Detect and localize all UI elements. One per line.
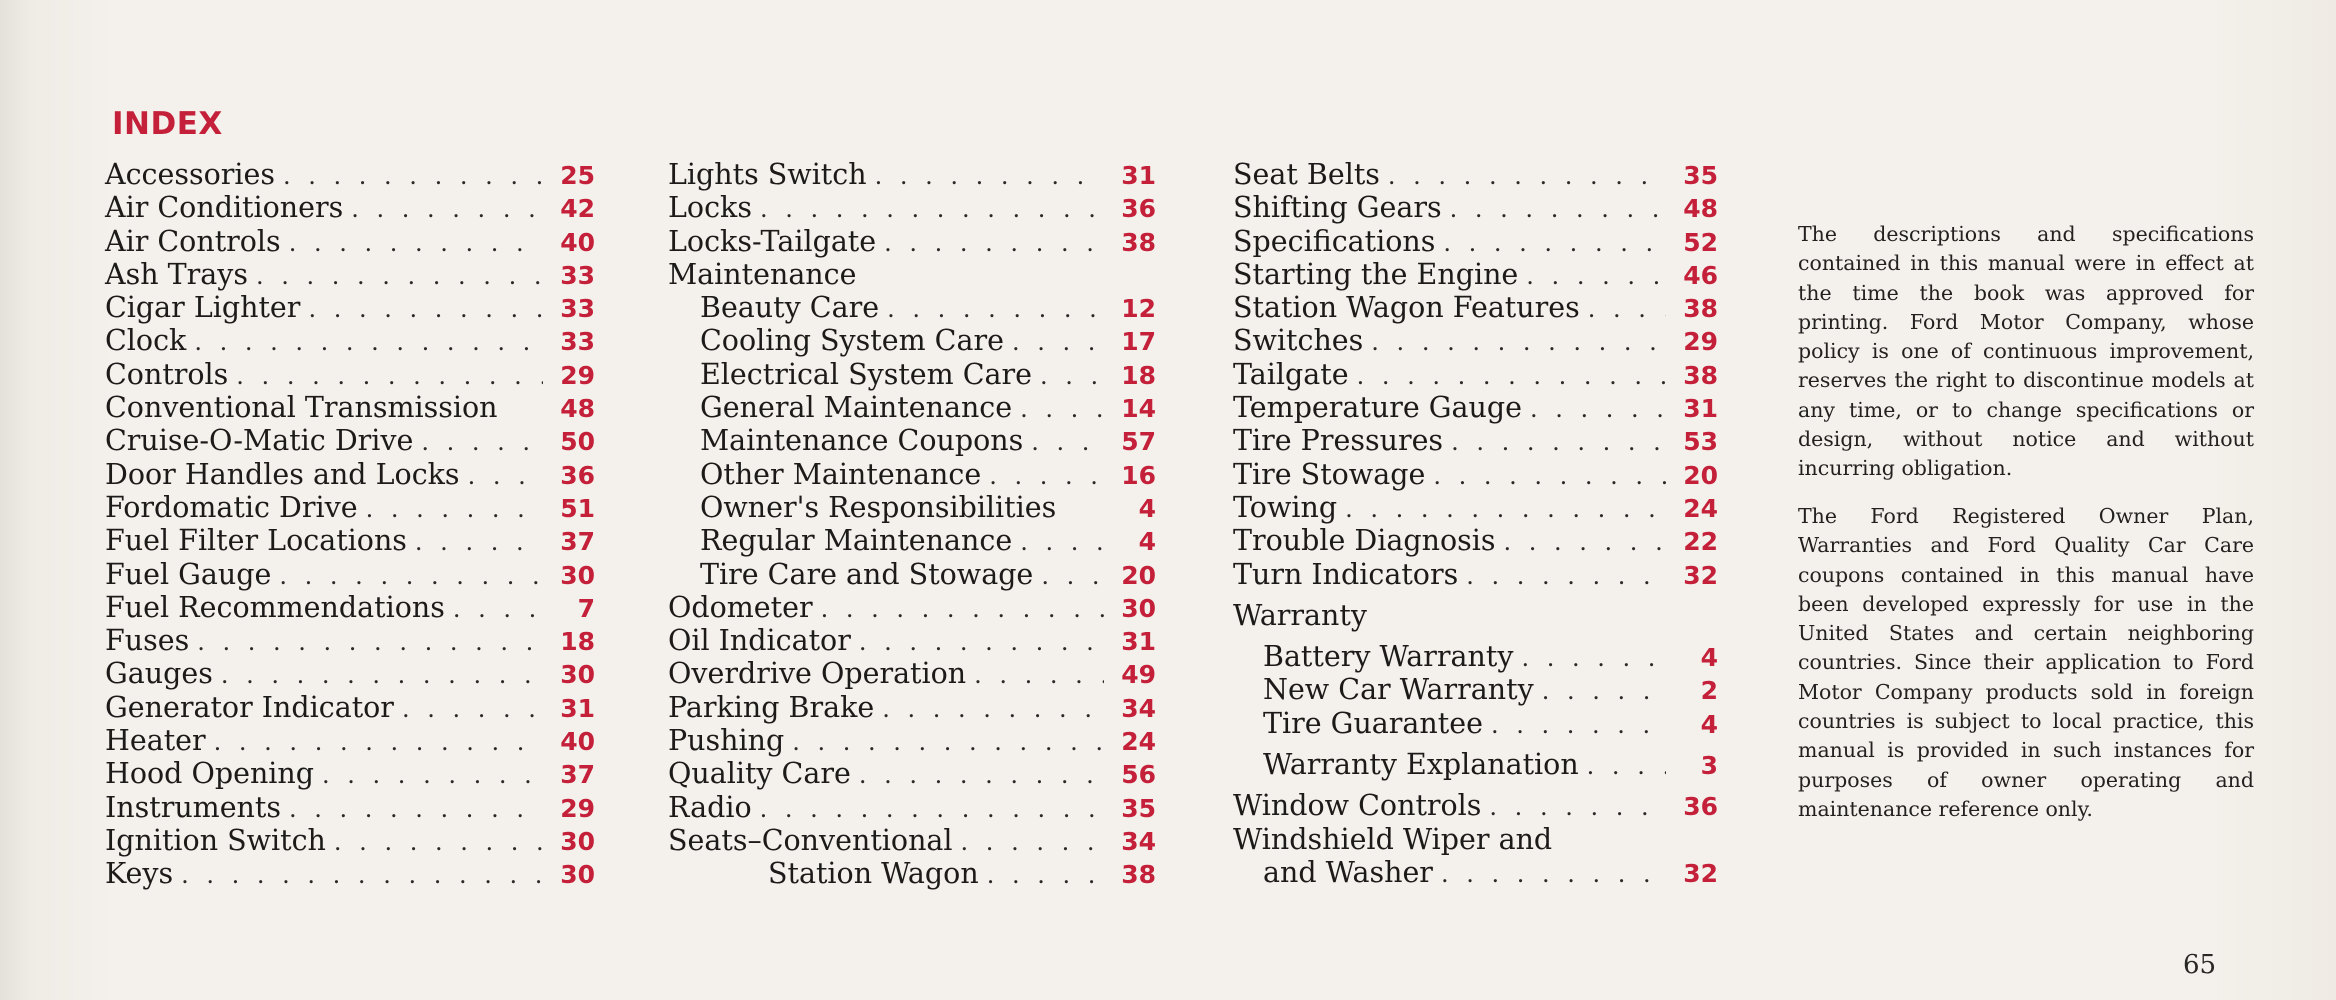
entry-page: 35 bbox=[1683, 161, 1718, 190]
entry-label: Shifting Gears bbox=[1233, 191, 1442, 225]
entry-label: Door Handles and Locks bbox=[105, 457, 460, 491]
index-entry bbox=[1233, 391, 1718, 424]
entry-label: Trouble Diagnosis bbox=[1233, 524, 1496, 558]
index-entry bbox=[1233, 524, 1718, 557]
entry-page: 20 bbox=[1683, 460, 1718, 490]
index-entry bbox=[668, 724, 1156, 757]
dot-leader bbox=[289, 795, 543, 823]
entry-page: 38 bbox=[1121, 227, 1156, 257]
entry-page: 35 bbox=[1121, 793, 1156, 823]
index-entry bbox=[105, 491, 595, 524]
entry-page: 51 bbox=[560, 493, 595, 523]
entry-page: 48 bbox=[560, 394, 595, 424]
entry-label: Radio bbox=[668, 790, 752, 824]
entry-label: Station Wagon bbox=[768, 857, 979, 891]
dot-leader bbox=[366, 495, 543, 523]
entry-label: Overdrive Operation bbox=[668, 657, 967, 691]
index-entry bbox=[1233, 158, 1718, 191]
index-entry bbox=[1233, 458, 1718, 491]
index-entry bbox=[105, 358, 595, 391]
entry-label: Fordomatic Drive bbox=[105, 490, 358, 524]
dot-leader bbox=[859, 761, 1104, 789]
entry-page: 38 bbox=[1683, 360, 1718, 390]
entry-label: Locks-Tailgate bbox=[668, 224, 877, 258]
entry-page: 49 bbox=[1121, 660, 1156, 690]
dot-leader bbox=[821, 595, 1104, 623]
entry-label: Regular Maintenance bbox=[700, 524, 1013, 558]
index-subentry bbox=[668, 558, 1156, 591]
entry-page: 30 bbox=[560, 660, 595, 690]
entry-page: 14 bbox=[1121, 394, 1156, 424]
dot-leader bbox=[236, 362, 543, 390]
dot-leader bbox=[402, 695, 543, 723]
dot-leader bbox=[1345, 495, 1666, 523]
entry-page: 4 bbox=[1138, 527, 1156, 557]
entry-label: Tire Guarantee bbox=[1263, 706, 1483, 740]
dot-leader bbox=[1041, 562, 1104, 590]
index-entry bbox=[668, 225, 1156, 258]
index-entry bbox=[105, 558, 595, 591]
disclaimer-paragraph: The descriptions and specifications contained in this manual were in effect at the time the book was approved for printing. Ford Motor Company, whose policy is one of continuous improvement, reserves the right to discontinue models at any time, or to change specifications or design, without notice and without incurring obligation. bbox=[1798, 222, 2254, 481]
dot-leader bbox=[884, 229, 1104, 257]
entry-label: Electrical System Care bbox=[700, 357, 1033, 391]
entry-page: 33 bbox=[560, 294, 595, 324]
entry-page: 53 bbox=[1683, 427, 1718, 457]
entry-label: Warranty bbox=[1233, 598, 1367, 632]
dot-leader bbox=[989, 462, 1104, 490]
entry-page: 57 bbox=[1121, 427, 1156, 457]
entry-label: Keys bbox=[105, 857, 174, 891]
entry-label: New Car Warranty bbox=[1263, 673, 1534, 707]
entry-label: Beauty Care bbox=[700, 291, 880, 325]
dot-leader bbox=[1357, 362, 1666, 390]
entry-label: General Maintenance bbox=[700, 391, 1013, 425]
index-entry bbox=[668, 158, 1156, 191]
entry-page: 22 bbox=[1683, 527, 1718, 557]
dot-leader bbox=[1521, 644, 1666, 672]
entry-page: 38 bbox=[1121, 860, 1156, 890]
entry-label: Tire Care and Stowage bbox=[700, 557, 1034, 591]
entry-label: Seats–Conventional bbox=[668, 823, 953, 857]
entry-page: 30 bbox=[560, 560, 595, 590]
spacer bbox=[1233, 740, 1718, 748]
dot-leader bbox=[1433, 462, 1666, 490]
entry-label: Oil Indicator bbox=[668, 624, 851, 658]
index-column-3 bbox=[1233, 158, 1718, 889]
dot-leader bbox=[882, 695, 1104, 723]
index-entry bbox=[1233, 558, 1718, 591]
entry-label: Instruments bbox=[105, 790, 281, 824]
index-entry bbox=[105, 724, 595, 757]
dot-leader bbox=[1443, 229, 1666, 257]
index-subentry bbox=[1233, 707, 1718, 740]
entry-page: 29 bbox=[560, 360, 595, 390]
dot-leader bbox=[1031, 428, 1104, 456]
index-entry bbox=[1233, 291, 1718, 324]
entry-label: Other Maintenance bbox=[700, 457, 982, 491]
dot-leader bbox=[279, 562, 543, 590]
entry-label: Odometer bbox=[668, 590, 813, 624]
dot-leader bbox=[760, 795, 1104, 823]
dot-leader bbox=[415, 528, 543, 556]
dot-leader bbox=[1489, 793, 1666, 821]
entry-page: 4 bbox=[1700, 709, 1718, 739]
entry-label: Heater bbox=[105, 724, 206, 758]
entry-page: 40 bbox=[560, 727, 595, 757]
dot-leader bbox=[987, 861, 1104, 889]
dot-leader bbox=[859, 628, 1104, 656]
index-entry bbox=[105, 591, 595, 624]
entry-page: 50 bbox=[560, 427, 595, 457]
entry-label: Station Wagon Features bbox=[1233, 291, 1580, 325]
index-entry bbox=[105, 657, 595, 690]
entry-label: Lights Switch bbox=[668, 158, 867, 191]
index-subentry bbox=[668, 391, 1156, 424]
dot-leader bbox=[283, 162, 543, 190]
entry-page: 2 bbox=[1700, 676, 1718, 706]
entry-label: Temperature Gauge bbox=[1233, 391, 1522, 425]
index-subentry bbox=[668, 458, 1156, 491]
page-number: 65 bbox=[2183, 950, 2217, 980]
spacer bbox=[1233, 781, 1718, 789]
entry-label: Starting the Engine bbox=[1233, 257, 1519, 291]
entry-label: Gauges bbox=[105, 657, 213, 691]
entry-page: 29 bbox=[1683, 327, 1718, 357]
dot-leader bbox=[181, 861, 543, 889]
entry-page: 17 bbox=[1121, 327, 1156, 357]
index-entry bbox=[105, 258, 595, 291]
index-entry bbox=[668, 657, 1156, 690]
dot-leader bbox=[351, 195, 543, 223]
index-title: INDEX bbox=[112, 106, 223, 142]
entry-page: 31 bbox=[1121, 161, 1156, 190]
dot-leader bbox=[1450, 195, 1666, 223]
index-entry bbox=[105, 324, 595, 357]
entry-page: 37 bbox=[560, 760, 595, 790]
entry-label: Accessories bbox=[105, 158, 276, 191]
spacer bbox=[1233, 632, 1718, 640]
entry-label: Maintenance Coupons bbox=[700, 424, 1024, 458]
index-entry bbox=[105, 524, 595, 557]
spacer bbox=[1233, 591, 1718, 599]
index-entry bbox=[1233, 225, 1718, 258]
entry-label: Fuel Filter Locations bbox=[105, 524, 407, 558]
dot-leader bbox=[1388, 162, 1666, 190]
index-entry bbox=[668, 691, 1156, 724]
entry-page: 30 bbox=[560, 860, 595, 890]
dot-leader bbox=[1588, 295, 1666, 323]
index-entry bbox=[1233, 789, 1718, 822]
entry-label: Battery Warranty bbox=[1263, 640, 1514, 674]
entry-page: 56 bbox=[1121, 760, 1156, 790]
index-subentry bbox=[668, 524, 1156, 557]
dot-leader bbox=[974, 661, 1104, 689]
dot-leader bbox=[1040, 362, 1104, 390]
dot-leader bbox=[308, 295, 543, 323]
entry-page: 34 bbox=[1121, 693, 1156, 723]
dot-leader bbox=[1587, 752, 1666, 780]
entry-label: Maintenance bbox=[668, 257, 857, 291]
entry-page: 16 bbox=[1121, 460, 1156, 490]
entry-page: 52 bbox=[1683, 227, 1718, 257]
entry-page: 20 bbox=[1121, 560, 1156, 590]
entry-label: Fuses bbox=[105, 624, 190, 658]
dot-leader bbox=[1451, 428, 1666, 456]
entry-label: Cooling System Care bbox=[700, 324, 1004, 358]
entry-label: and Washer bbox=[1263, 855, 1433, 889]
index-entry bbox=[668, 191, 1156, 224]
entry-page: 31 bbox=[1121, 627, 1156, 657]
index-entry bbox=[668, 824, 1156, 857]
entry-label: Owner's Responsibilities bbox=[700, 490, 1057, 524]
entry-label: Specifications bbox=[1233, 224, 1436, 258]
entry-label: Cigar Lighter bbox=[105, 291, 301, 325]
index-heading bbox=[668, 258, 1156, 291]
index-entry bbox=[105, 691, 595, 724]
index-entry bbox=[1233, 424, 1718, 457]
dot-leader bbox=[1504, 528, 1666, 556]
index-entry bbox=[105, 291, 595, 324]
index-heading bbox=[1233, 823, 1718, 856]
entry-page: 32 bbox=[1683, 560, 1718, 590]
entry-label: Towing bbox=[1233, 490, 1338, 524]
entry-label: Turn Indicators bbox=[1233, 557, 1459, 591]
dot-leader bbox=[322, 761, 543, 789]
index-entry bbox=[105, 158, 595, 191]
dot-leader bbox=[221, 661, 543, 689]
index-subentry bbox=[1233, 640, 1718, 673]
index-entry bbox=[1233, 191, 1718, 224]
index-subentry bbox=[1233, 856, 1718, 889]
entry-page: 37 bbox=[560, 527, 595, 557]
index-entry bbox=[1233, 324, 1718, 357]
dot-leader bbox=[1530, 395, 1666, 423]
entry-page: 18 bbox=[560, 627, 595, 657]
entry-page: 40 bbox=[560, 227, 595, 257]
index-subentry bbox=[668, 857, 1156, 890]
entry-label: Hood Opening bbox=[105, 757, 315, 791]
entry-label: Ash Trays bbox=[105, 257, 248, 291]
entry-page: 12 bbox=[1121, 294, 1156, 324]
warranty-note-paragraph: The Ford Registered Owner Plan, Warranties and Ford Quality Car Care coupons contained in this manual have been developed expressly for use in the United States and certain neighboring countries. Since their application to Ford Motor Company products sold in foreign countries is subject to local practice, this manual is provided in such instances for purposes of owner operating and maintenance reference only. bbox=[1798, 504, 2254, 821]
dot-leader bbox=[1441, 860, 1666, 888]
entry-label: Fuel Gauge bbox=[105, 557, 272, 591]
dot-leader bbox=[875, 162, 1104, 190]
entry-label: Window Controls bbox=[1233, 789, 1482, 823]
dot-leader bbox=[1371, 328, 1666, 356]
entry-label: Switches bbox=[1233, 324, 1364, 358]
index-entry bbox=[105, 857, 595, 890]
entry-label: Warranty Explanation bbox=[1263, 748, 1579, 782]
index-heading bbox=[1233, 599, 1718, 632]
entry-label: Air Controls bbox=[105, 224, 281, 258]
entry-page: 33 bbox=[560, 327, 595, 357]
index-subentry bbox=[668, 358, 1156, 391]
entry-label: Tire Stowage bbox=[1233, 457, 1426, 491]
entry-page: 24 bbox=[1121, 727, 1156, 757]
entry-page: 4 bbox=[1138, 493, 1156, 523]
dot-leader bbox=[792, 728, 1104, 756]
entry-page: 25 bbox=[560, 161, 595, 190]
dot-leader bbox=[961, 828, 1104, 856]
entry-page: 29 bbox=[560, 793, 595, 823]
dot-leader bbox=[468, 462, 543, 490]
dot-leader bbox=[194, 328, 543, 356]
entry-page: 31 bbox=[1683, 394, 1718, 424]
dot-leader bbox=[1020, 395, 1104, 423]
entry-page: 46 bbox=[1683, 260, 1718, 290]
entry-label: Windshield Wiper and bbox=[1233, 822, 1553, 856]
index-entry bbox=[668, 791, 1156, 824]
index-entry bbox=[105, 757, 595, 790]
index-entry bbox=[1233, 491, 1718, 524]
entry-page: 34 bbox=[1121, 826, 1156, 856]
entry-page: 42 bbox=[560, 194, 595, 224]
dot-leader bbox=[197, 628, 543, 656]
index-subentry bbox=[668, 491, 1156, 524]
index-entry bbox=[105, 424, 595, 457]
index-entry bbox=[105, 824, 595, 857]
index-entry bbox=[105, 225, 595, 258]
entry-page: 4 bbox=[1700, 643, 1718, 673]
entry-label: Controls bbox=[105, 357, 229, 391]
entry-label: Seat Belts bbox=[1233, 158, 1380, 191]
entry-page: 36 bbox=[560, 460, 595, 490]
index-subentry bbox=[1233, 673, 1718, 706]
entry-page: 30 bbox=[560, 826, 595, 856]
entry-label: Conventional Transmission bbox=[105, 391, 498, 425]
entry-page: 48 bbox=[1683, 194, 1718, 224]
entry-page: 18 bbox=[1121, 360, 1156, 390]
index-entry bbox=[668, 591, 1156, 624]
index-entry bbox=[105, 391, 595, 424]
index-entry bbox=[1233, 258, 1718, 291]
dot-leader bbox=[1012, 328, 1104, 356]
dot-leader bbox=[887, 295, 1104, 323]
index-entry bbox=[668, 624, 1156, 657]
dot-leader bbox=[1526, 262, 1666, 290]
dot-leader bbox=[334, 828, 543, 856]
entry-label: Cruise-O-Matic Drive bbox=[105, 424, 414, 458]
index-entry bbox=[105, 624, 595, 657]
index-entry bbox=[105, 791, 595, 824]
dot-leader bbox=[1491, 711, 1666, 739]
dot-leader bbox=[214, 728, 543, 756]
entry-label: Clock bbox=[105, 324, 187, 358]
index-entry bbox=[668, 757, 1156, 790]
dot-leader bbox=[453, 595, 543, 623]
index-entry bbox=[105, 458, 595, 491]
entry-page: 7 bbox=[577, 593, 595, 623]
entry-label: Tire Pressures bbox=[1233, 424, 1444, 458]
index-column-2 bbox=[668, 158, 1156, 891]
entry-label: Quality Care bbox=[668, 757, 851, 791]
entry-page: 3 bbox=[1700, 751, 1718, 781]
index-subentry bbox=[668, 424, 1156, 457]
entry-label: Ignition Switch bbox=[105, 823, 326, 857]
entry-page: 30 bbox=[1121, 593, 1156, 623]
entry-page: 33 bbox=[560, 260, 595, 290]
entry-label: Locks bbox=[668, 191, 752, 225]
entry-page: 36 bbox=[1683, 792, 1718, 822]
entry-page: 38 bbox=[1683, 294, 1718, 324]
dot-leader bbox=[421, 428, 543, 456]
entry-page: 32 bbox=[1683, 858, 1718, 888]
index-column-1 bbox=[105, 158, 595, 891]
dot-leader bbox=[289, 229, 543, 257]
entry-page: 24 bbox=[1683, 493, 1718, 523]
index-subentry bbox=[1233, 748, 1718, 781]
dot-leader bbox=[760, 195, 1104, 223]
dot-leader bbox=[256, 262, 543, 290]
entry-label: Pushing bbox=[668, 724, 785, 758]
entry-page: 36 bbox=[1121, 194, 1156, 224]
index-entry bbox=[1233, 358, 1718, 391]
index-entry bbox=[105, 191, 595, 224]
entry-label: Air Conditioners bbox=[105, 191, 344, 225]
dot-leader bbox=[1466, 562, 1666, 590]
entry-label: Generator Indicator bbox=[105, 690, 394, 724]
index-subentry bbox=[668, 291, 1156, 324]
dot-leader bbox=[1020, 528, 1104, 556]
entry-page: 31 bbox=[560, 693, 595, 723]
entry-label: Parking Brake bbox=[668, 690, 875, 724]
entry-label: Fuel Recommendations bbox=[105, 590, 445, 624]
index-subentry bbox=[668, 324, 1156, 357]
dot-leader bbox=[1542, 677, 1666, 705]
entry-label: Tailgate bbox=[1233, 357, 1349, 391]
